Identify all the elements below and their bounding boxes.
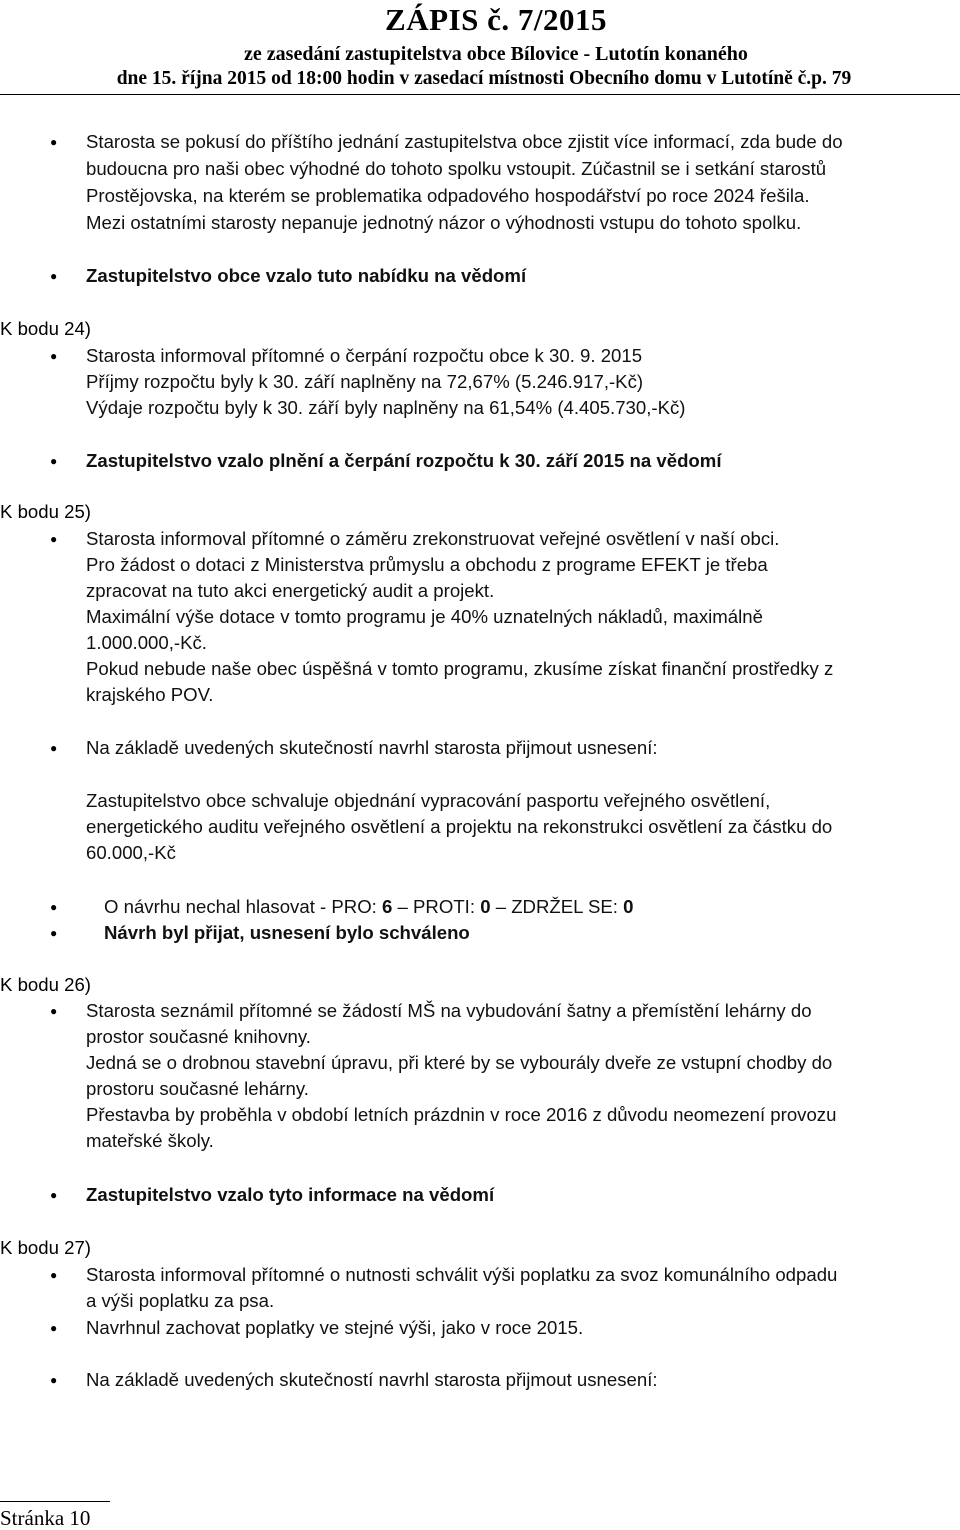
text-line: Mezi ostatními starosty nepanuje jednotný názor o výhodnosti vstupu do tohoto spolku.: [86, 212, 802, 233]
bullet-icon: ●: [50, 135, 58, 149]
section-heading-24: K bodu 24): [0, 318, 91, 339]
resolution-text: Zastupitelstvo vzalo plnění a čerpání rozpočtu k 30. září 2015 na vědomí: [86, 450, 722, 471]
text-line: prostor současné knihovny.: [86, 1026, 311, 1047]
bullet-icon: ●: [50, 269, 58, 283]
footer-divider: [0, 1501, 110, 1502]
resolution-text: Zastupitelstvo vzalo tyto informace na vědomí: [86, 1184, 495, 1205]
text-line: Na základě uvedených skutečností navrhl starosta přijmout usnesení:: [86, 1369, 658, 1390]
bullet-icon: ●: [50, 349, 58, 363]
bullet-icon: ●: [50, 900, 58, 914]
header-divider: [0, 94, 960, 95]
text-line: Starosta informoval přítomné o záměru zrekonstruovat veřejné osvětlení v naší obci.: [86, 528, 780, 549]
bullet-icon: ●: [50, 1373, 58, 1387]
text-line: Starosta se pokusí do příštího jednání zastupitelstva obce zjistit více informací, zda bude do: [86, 131, 843, 152]
resolution-text: Zastupitelstvo obce schvaluje objednání vypracování pasportu veřejného osvětlení,: [86, 790, 771, 811]
text-line: Pokud nebude naše obec úspěšná v tomto programu, zkusíme získat finanční prostředky z: [86, 658, 834, 679]
text-line: Jedná se o drobnou stavební úpravu, při které by se vybourály dveře ze vstupní chodby do: [86, 1052, 833, 1073]
bullet-icon: ●: [50, 532, 58, 546]
document-subtitle: ze zasedání zastupitelstva obce Bílovice - Lutotín konaného: [244, 43, 748, 65]
page-number: Stránka 10: [0, 1506, 91, 1530]
text-line: 1.000.000,-Kč.: [86, 632, 207, 653]
bullet-icon: ●: [50, 741, 58, 755]
text-line: Přestavba by proběhla v období letních prázdnin v roce 2016 z důvodu neomezení provozu: [86, 1104, 837, 1125]
text-line: Výdaje rozpočtu byly k 30. září byly naplněny na 61,54% (4.405.730,-Kč): [86, 397, 686, 418]
text-line: Navrhnul zachovat poplatky ve stejné výši, jako v roce 2015.: [86, 1317, 584, 1338]
text-line: prostoru současné lehárny.: [86, 1078, 309, 1099]
text-line: mateřské školy.: [86, 1130, 214, 1151]
vote-result: O návrhu nechal hlasovat - PRO: 6 – PROTI: 0 – ZDRŽEL SE: 0: [104, 896, 634, 917]
bullet-icon: ●: [50, 454, 58, 468]
document-title: ZÁPIS č. 7/2015: [385, 2, 607, 37]
resolution-approved: Návrh byl přijat, usnesení bylo schváleno: [104, 922, 470, 943]
text-line: krajského POV.: [86, 684, 214, 705]
text-line: Příjmy rozpočtu byly k 30. září naplněny na 72,67% (5.246.917,-Kč): [86, 371, 644, 392]
text-line: Pro žádost o dotaci z Ministerstva průmyslu a obchodu z programe EFEKT je třeba: [86, 554, 768, 575]
text-line: Starosta informoval přítomné o nutnosti schválit výši poplatku za svoz komunálního odpadu: [86, 1264, 838, 1285]
resolution-text: Zastupitelstvo obce vzalo tuto nabídku na vědomí: [86, 265, 527, 286]
bullet-icon: ●: [50, 926, 58, 940]
text-line: Prostějovska, na kterém se problematika odpadového hospodářství po roce 2024 řešila.: [86, 185, 810, 206]
section-heading-27: K bodu 27): [0, 1237, 91, 1258]
bullet-icon: ●: [50, 1188, 58, 1202]
text-line: a výši poplatku za psa.: [86, 1290, 275, 1311]
text-line: Maximální výše dotace v tomto programu je 40% uznatelných nákladů, maximálně: [86, 606, 763, 627]
section-heading-25: K bodu 25): [0, 501, 91, 522]
text-line: zpracovat na tuto akci energetický audit a projekt.: [86, 580, 495, 601]
text-line: Starosta seznámil přítomné se žádostí MŠ na vybudování šatny a přemístění lehárny do: [86, 1000, 812, 1021]
section-heading-26: K bodu 26): [0, 974, 91, 995]
text-line: budoucna pro naši obec výhodné do tohoto spolku vstoupit. Zúčastnil se i setkání starostů: [86, 158, 827, 179]
bullet-icon: ●: [50, 1268, 58, 1282]
bullet-icon: ●: [50, 1004, 58, 1018]
text-line: Starosta informoval přítomné o čerpání rozpočtu obce k 30. 9. 2015: [86, 345, 643, 366]
text-line: Na základě uvedených skutečností navrhl starosta přijmout usnesení:: [86, 737, 658, 758]
resolution-text: 60.000,-Kč: [86, 842, 176, 863]
document-meeting-info: dne 15. října 2015 od 18:00 hodin v zasedací místnosti Obecního domu v Lutotíně č.p. 79: [116, 68, 852, 89]
bullet-icon: ●: [50, 1321, 58, 1335]
resolution-text: energetického auditu veřejného osvětlení a projektu na rekonstrukci osvětlení za částku do: [86, 816, 833, 837]
